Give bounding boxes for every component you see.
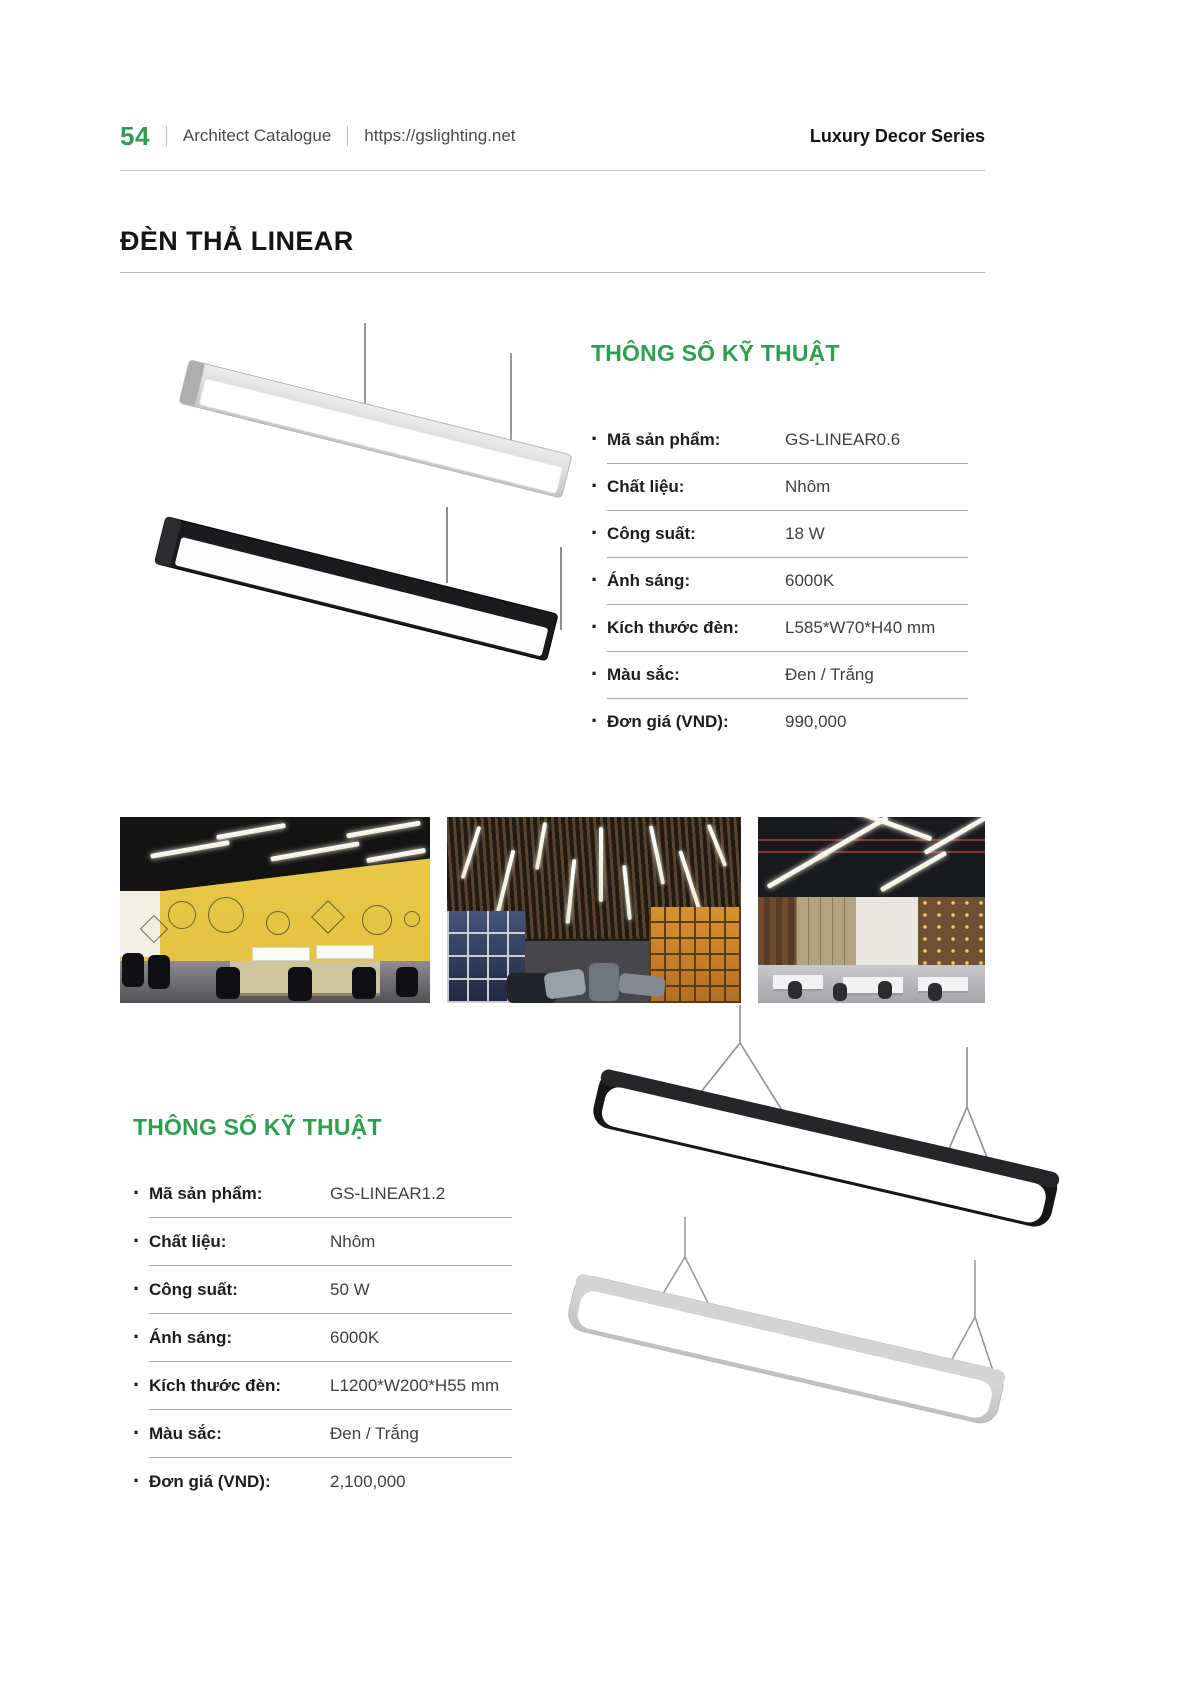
page-title: ĐÈN THẢ LINEAR (120, 226, 354, 256)
spec-rows (149, 1170, 515, 1505)
black-lamp (590, 1068, 1061, 1230)
spec-label: · Công suất: (149, 1279, 238, 1299)
product-photo-bottom (535, 985, 1075, 1455)
spec-table-bottom (133, 1112, 515, 1505)
spec-label: · Ánh sáng: (149, 1327, 233, 1347)
spec-label: · Đơn giá (VND): (607, 712, 729, 731)
spec-row (149, 1458, 512, 1505)
spec-value: Nhôm (330, 1231, 376, 1251)
catalogue-name: Architect Catalogue (182, 126, 332, 145)
website-url: https://gslighting.net (364, 126, 516, 145)
product-photo-top (115, 295, 575, 685)
spec-rows (607, 417, 968, 745)
office-chair (122, 953, 144, 987)
spec-value: GS-LINEAR1.2 (330, 1183, 446, 1203)
spec-row (607, 652, 968, 699)
spec-row (149, 1266, 512, 1314)
spec-table-top (591, 338, 968, 745)
spec-value: 50 W (330, 1279, 370, 1299)
page-number: 54 (120, 120, 150, 151)
office-chair (216, 967, 240, 999)
spec-value: Nhôm (785, 477, 831, 496)
spec-value: 990,000 (785, 712, 847, 731)
black-lamp (154, 517, 558, 661)
spec-label: · Chất liệu: (607, 477, 685, 496)
product-illustration (535, 985, 1075, 1455)
spec-value: L585*W70*H40 mm (785, 618, 936, 637)
header-divider (347, 126, 348, 146)
application-gallery (120, 817, 985, 1003)
spec-row (149, 1410, 512, 1458)
spec-row (607, 511, 968, 558)
office-chair (352, 967, 376, 999)
spec-value: L1200*W200*H55 mm (330, 1375, 500, 1395)
spec-row (607, 464, 968, 511)
spec-value: Đen / Trắng (785, 665, 874, 684)
title-rule (120, 272, 985, 273)
gallery-photo-gym (447, 817, 741, 1003)
spec-row (149, 1218, 512, 1266)
spec-label: · Chất liệu: (149, 1231, 227, 1251)
office-chair (148, 955, 170, 989)
gallery-photo-office (120, 817, 430, 1003)
desk-screen (316, 945, 374, 959)
header-rule (120, 170, 985, 171)
spec-label: · Công suất: (607, 524, 696, 543)
spec-label: · Màu sắc: (607, 665, 680, 684)
ceiling-pipe (758, 851, 985, 853)
spec-label: · Mã sản phẩm: (149, 1183, 263, 1203)
spec-value: 6000K (785, 571, 835, 590)
header-divider (166, 126, 167, 146)
wall-layer (856, 897, 918, 965)
spec-row (149, 1314, 512, 1362)
wall-art (266, 911, 290, 935)
desk-screen (252, 947, 310, 961)
office-chair (396, 967, 418, 997)
spec-label: · Đơn giá (VND): (149, 1471, 271, 1491)
wall-art (404, 911, 420, 927)
decor-lights-wall (918, 897, 985, 965)
spec-row (149, 1362, 512, 1410)
product-illustration (115, 295, 575, 685)
spec-value: GS-LINEAR0.6 (785, 430, 901, 449)
series-label: Luxury Decor Series (809, 125, 985, 146)
spec-value: 6000K (330, 1327, 380, 1347)
linear-light (599, 827, 603, 902)
spec-label: · Ánh sáng: (607, 571, 691, 590)
white-lamp (179, 360, 572, 498)
spec-heading: THÔNG SỐ KỸ THUẬT (133, 1114, 382, 1140)
spec-heading: THÔNG SỐ KỸ THUẬT (591, 340, 840, 366)
wall-art (311, 900, 345, 934)
spec-label: · Kích thước đèn: (149, 1375, 282, 1395)
spec-value: 2,100,000 (330, 1471, 406, 1491)
spec-label: · Màu sắc: (149, 1423, 222, 1443)
shelf-layer (758, 897, 796, 965)
spec-row (607, 558, 968, 605)
spec-row (607, 699, 968, 745)
spec-label: · Kích thước đèn: (607, 618, 740, 637)
glass-partition (796, 897, 856, 965)
white-lamp (565, 1273, 1006, 1427)
wall-art (168, 901, 196, 929)
spec-row (607, 605, 968, 652)
spec-label: · Mã sản phẩm: (607, 430, 721, 449)
wall-art (362, 905, 392, 935)
spec-row (607, 417, 968, 464)
gallery-photo-openoffice (758, 817, 985, 1003)
spec-value: 18 W (785, 524, 825, 543)
page-header (120, 118, 985, 154)
spec-value: Đen / Trắng (330, 1423, 419, 1443)
spec-row (149, 1170, 512, 1218)
wall-art (208, 897, 244, 933)
office-chair (288, 967, 312, 1001)
